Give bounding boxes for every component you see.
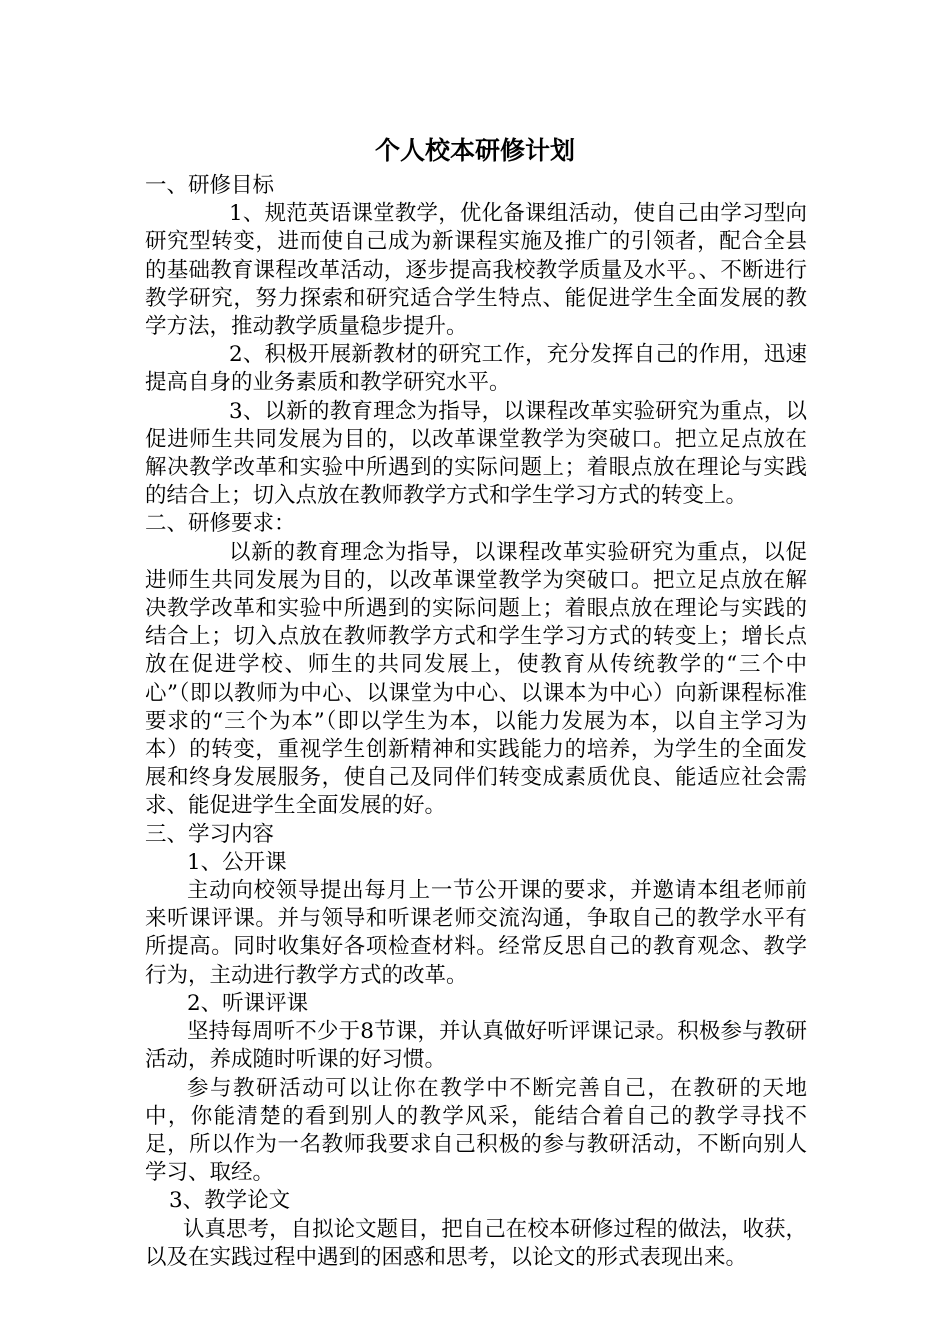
goal-paragraph-2: 2、积极开展新教材的研究工作，充分发挥自己的作用，迅速提高自身的业务素质和教学研究水平。 <box>145 342 807 396</box>
document-body <box>145 172 807 1272</box>
section-heading-requirements: 二、研修要求： <box>145 511 296 537</box>
document-title: 个人校本研修计划 <box>374 136 575 165</box>
open-class-paragraph: 主动向校领导提出每月上一节公开课的要求，并邀请本组老师前来听课评课。并与领导和听课老师交流沟通，争取自己的教学水平有所提高。同时收集好各项检查材料。经常反思自己的教育观念、教学行为，主动进行教学方式的改革。 <box>145 878 807 988</box>
subheading-open-class: 1、公开课 <box>187 849 287 875</box>
subheading-paper: 3、教学论文 <box>169 1188 291 1214</box>
goal-paragraph-1: 1、规范英语课堂教学，优化备课组活动，使自己由学习型向研究型转变，进而使自己成为新课程实施及推广的引领者，配合全县的基础教育课程改革活动，逐步提高我校教学质量及水平。、不断进行教学研究，努力探索和研究适合学生特点、能促进学生全面发展的教学方法，推动教学质量稳步提升。 <box>145 201 807 340</box>
goal-paragraph-3: 3、以新的教育理念为指导，以课程改革实验研究为重点，以促进师生共同发展为目的，以改革课堂教学为突破口。把立足点放在解决教学改革和实验中所遇到的实际问题上；着眼点放在理论与实践的结合上；切入点放在教师教学方式和学生学习方式的转变上。 <box>145 398 807 509</box>
subheading-observation: 2、听课评课 <box>187 990 309 1016</box>
observation-paragraph-2: 参与教研活动可以让你在教学中不断完善自己，在教研的天地中，你能清楚的看到别人的教学风采，能结合着自己的教学寻找不足，所以作为一名教师我要求自己积极的参与教研活动，不断向别人学习、取经。 <box>145 1075 807 1186</box>
requirements-paragraph: 以新的教育理念为指导，以课程改革实验研究为重点，以促进师生共同发展为目的，以改革课堂教学为突破口。把立足点放在解决教学改革和实验中所遇到的实际问题上；着眼点放在理论与实践的结合上；切入点放在教师教学方式和学生学习方式的转变上；增长点放在促进学校、师生的共同发展上，使教育从传统教学的“三个中心”（即以教师为中心、以课堂为中心、以课本为中心）向新课程标准要求的“三个为本”（即以学生为本，以能力发展为本，以自主学习为本）的转变，重视学生创新精神和实践能力的培养，为学生的全面发展和终身发展服务，使自己及同伴们转变成素质优良、能适应社会需求、能促进学生全面发展的好。 <box>145 539 807 819</box>
paper-paragraph: 认真思考，自拟论文题目，把自己在校本研修过程的做法，收获，以及在实践过程中遇到的困惑和思考，以论文的形式表现出来。 <box>145 1216 807 1270</box>
section-heading-content: 三、学习内容 <box>145 821 275 847</box>
observation-paragraph-1: 坚持每周听不少于8节课，并认真做好听评课记录。积极参与教研活动，养成随时听课的好习惯。 <box>145 1019 807 1073</box>
section-heading-goals: 一、研修目标 <box>145 173 275 198</box>
